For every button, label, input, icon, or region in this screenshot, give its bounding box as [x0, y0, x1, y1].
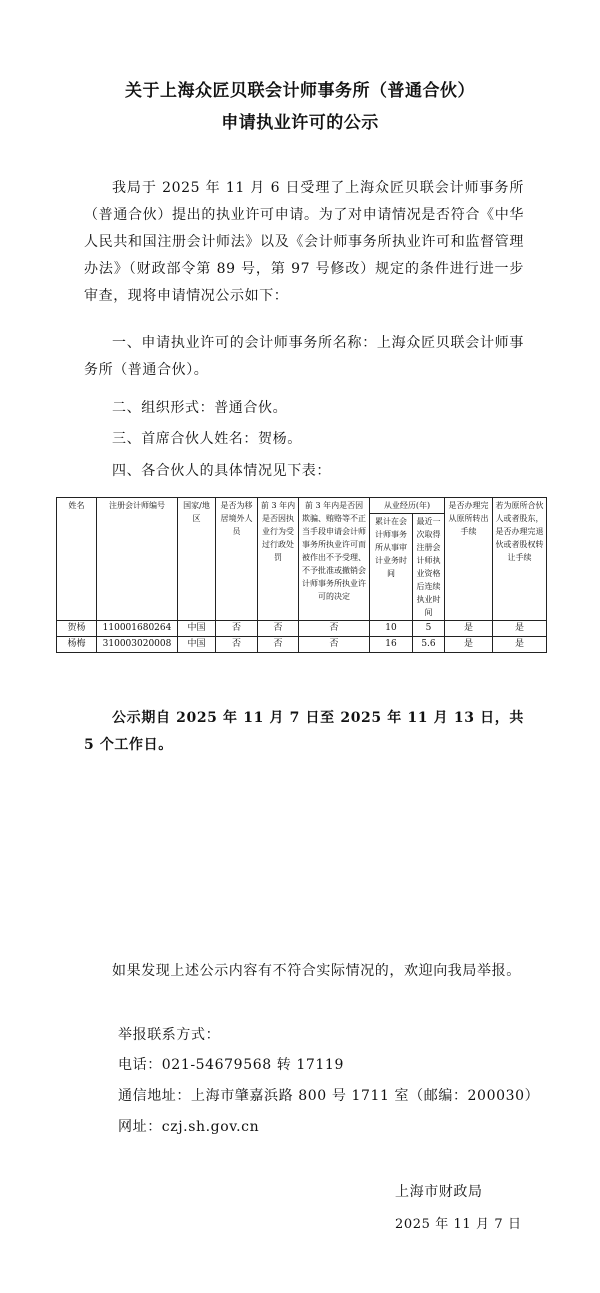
cell-recent: 5	[413, 621, 445, 637]
cell-cumulative: 10	[370, 621, 413, 637]
header-overseas: 是否为移居境外人员	[216, 498, 258, 621]
title-line-1: 关于上海众匠贝联会计师事务所（普通合伙）	[125, 81, 475, 101]
cell-fraud: 否	[299, 621, 370, 637]
cell-penalty: 否	[258, 621, 299, 637]
table-header-row	[57, 498, 547, 514]
cell-cpa-number: 110001680264	[97, 621, 178, 637]
header-transfer: 是否办理完从原所转出手续	[445, 498, 493, 621]
item-firm-name: 一、申请执业许可的会计师事务所名称：上海众匠贝联会计师事务所（普通合伙）。	[84, 335, 524, 378]
cell-recent: 5.6	[413, 637, 445, 653]
header-country: 国家/地区	[178, 498, 216, 621]
report-invitation: 如果发现上述公示内容有不符合实际情况的，欢迎向我局举报。	[112, 963, 521, 979]
issuer-signature: 上海市财政局	[395, 1184, 483, 1200]
cell-name: 贺杨	[57, 621, 97, 637]
header-penalty: 前 3 年内是否因执业行为受过行政处罚	[258, 498, 299, 621]
cell-transfer: 是	[445, 621, 493, 637]
contact-phone: 电话：021-54679568 转 17119	[118, 1057, 344, 1073]
cell-country: 中国	[178, 621, 216, 637]
cell-overseas: 否	[216, 637, 258, 653]
header-name: 姓名	[57, 498, 97, 621]
header-cumulative: 累计在会计师事务所从事审计业务时间	[370, 514, 413, 621]
cell-fraud: 否	[299, 637, 370, 653]
table-row	[57, 621, 547, 637]
contact-address: 通信地址：上海市肇嘉浜路 800 号 1711 室（邮编：200030）	[118, 1088, 540, 1104]
item-chief-partner: 三、首席合伙人姓名：贺杨。	[112, 431, 302, 447]
title-line-2: 申请执业许可的公示	[221, 113, 379, 133]
cell-country: 中国	[178, 637, 216, 653]
intro-paragraph: 我局于 2025 年 11 月 6 日受理了上海众匠贝联会计师事务所（普通合伙）提出的执业许可申请。为了对申请情况是否符合《中华人民共和国注册会计师法》以及《会计师事务所执业许可和监督管理办法》（财政部令第 89 号，第 97 号修改）规定的条件进行进一步审查，现将申请情况公示如下：	[84, 180, 524, 304]
contact-website: 网址：czj.sh.gov.cn	[118, 1119, 260, 1135]
item-partners-table-intro: 四、各合伙人的具体情况见下表：	[112, 463, 331, 479]
cell-overseas: 否	[216, 621, 258, 637]
header-recent: 最近一次取得注册会计师执业资格后连续执业时间	[413, 514, 445, 621]
cell-former-partner: 是	[493, 637, 547, 653]
header-former-partner: 若为原所合伙人或者股东，是否办理完退伙或者股权转让手续	[493, 498, 547, 621]
contact-title: 举报联系方式：	[118, 1027, 221, 1043]
header-fraud: 前 3 年内是否因欺骗、贿赂等不正当手段申请会计师事务所执业许可而被作出不予受理、不予批准或撤销会计师事务所执业许可的决定	[299, 498, 370, 621]
cell-transfer: 是	[445, 637, 493, 653]
cell-penalty: 否	[258, 637, 299, 653]
cell-cumulative: 16	[370, 637, 413, 653]
item-organization-form: 二、组织形式：普通合伙。	[112, 400, 288, 416]
table-row	[57, 637, 547, 653]
publicity-period: 公示期自 2025 年 11 月 7 日至 2025 年 11 月 13 日，共 5 个工作日。	[84, 710, 524, 753]
cell-cpa-number: 310003020008	[97, 637, 178, 653]
header-experience: 从业经历(年)	[370, 498, 445, 514]
partners-table	[56, 497, 547, 653]
cell-name: 杨梅	[57, 637, 97, 653]
header-cpa-number: 注册会计师编号	[97, 498, 178, 621]
issue-date: 2025 年 11 月 7 日	[395, 1217, 522, 1232]
cell-former-partner: 是	[493, 621, 547, 637]
